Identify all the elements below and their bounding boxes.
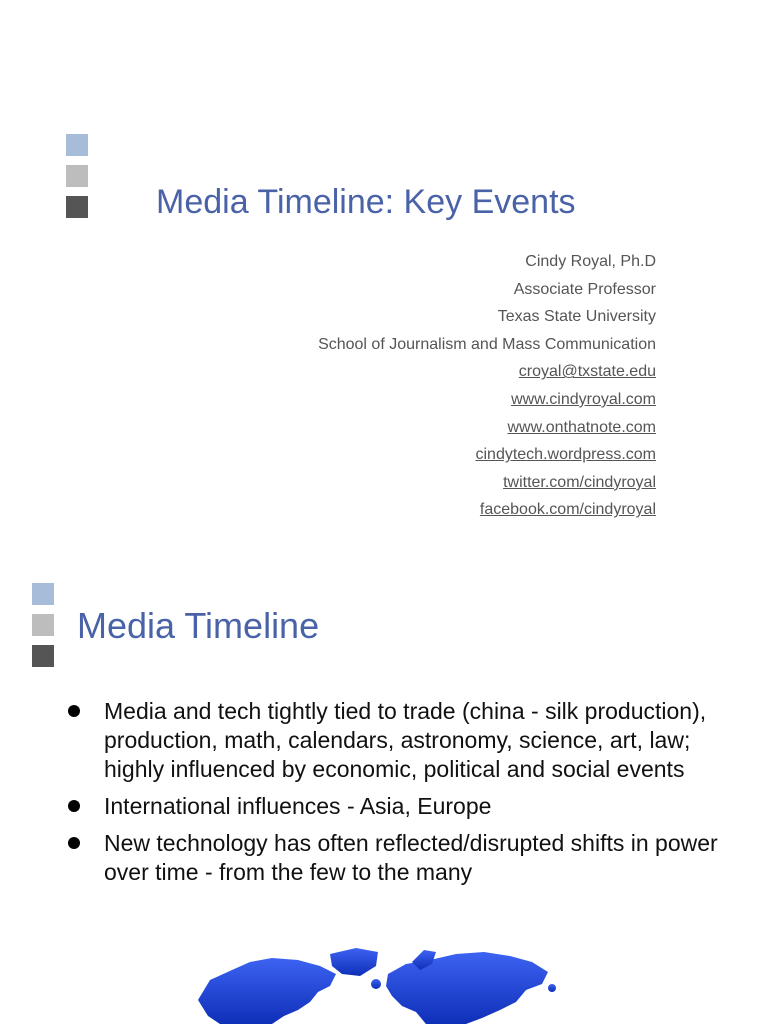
author-position: Associate Professor bbox=[513, 280, 656, 298]
world-map-image bbox=[180, 940, 560, 1024]
decor-square-light bbox=[66, 134, 88, 156]
decor-square-gray bbox=[66, 165, 88, 187]
bullet-list bbox=[64, 697, 724, 895]
bullet-dot-icon bbox=[68, 800, 80, 812]
decor-square-light bbox=[32, 583, 54, 605]
blog-link[interactable]: cindytech.wordpress.com bbox=[475, 446, 656, 464]
bullet-text: Media and tech tightly tied to trade (china - silk production), production, math, calendars, astronomy, science, art, law; highly influenced by economic, political and social events bbox=[104, 698, 707, 782]
bullet-dot-icon bbox=[68, 837, 80, 849]
bullet-text: New technology has often reflected/disrupted shifts in power over time - from the few to the many bbox=[104, 830, 718, 885]
author-school: School of Journalism and Mass Communication bbox=[318, 335, 656, 353]
website-link-onthatnote[interactable]: www.onthatnote.com bbox=[507, 418, 656, 436]
decor-square-dark bbox=[32, 645, 54, 667]
website-link-cindyroyal[interactable]: www.cindyroyal.com bbox=[511, 390, 656, 408]
slide-title: Media Timeline: Key Events bbox=[156, 183, 576, 221]
bullet-dot-icon bbox=[68, 705, 80, 717]
bullet-item bbox=[64, 697, 724, 784]
twitter-link[interactable]: twitter.com/cindyroyal bbox=[503, 473, 656, 491]
bullet-text: International influences - Asia, Europe bbox=[104, 793, 492, 819]
decor-square-dark bbox=[66, 196, 88, 218]
author-university: Texas State University bbox=[497, 308, 656, 326]
decor-square-gray bbox=[32, 614, 54, 636]
facebook-link[interactable]: facebook.com/cindyroyal bbox=[479, 501, 656, 519]
email-link[interactable]: croyal@txstate.edu bbox=[518, 363, 656, 381]
bullet-item bbox=[64, 829, 724, 887]
bullet-item bbox=[64, 792, 724, 821]
author-name: Cindy Royal, Ph.D bbox=[525, 253, 656, 270]
author-info bbox=[318, 248, 656, 524]
slide-title: Media Timeline bbox=[77, 605, 320, 646]
